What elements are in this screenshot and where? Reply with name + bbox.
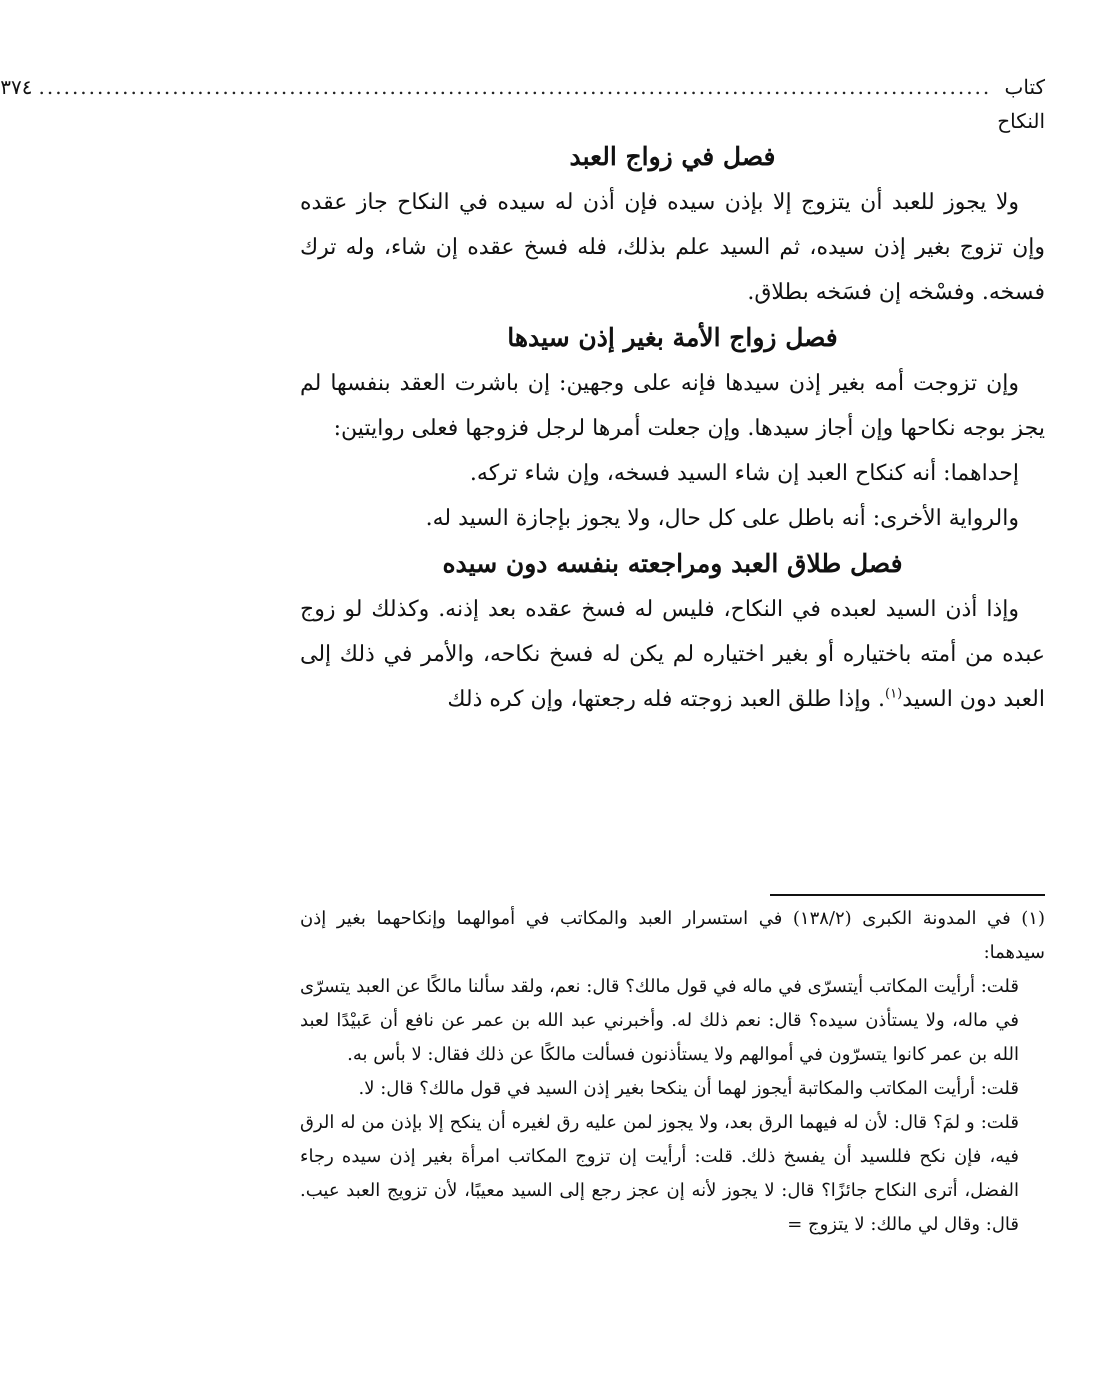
paragraph-text: وإذا أذن السيد لعبده في النكاح، فليس له فسخ عقده بعد إذنه. وكذلك لو زوج عبده من أمته باختياره أو بغير اختياره لم يكن له فسخ نكاحه، والأمر في ذلك إلى العبد دون السيد [300, 597, 1045, 712]
footnote-paragraph: قلت: و لمَ؟ قال: لأن له فيهما الرق بعد، ولا يجوز لمن عليه رق لغيره أن ينكح إلا بإذن من له الرق فيه، فإن نكح فللسيد أن يفسخ ذلك. قلت: أرأيت إن تزوج المكاتب امرأة بغير إذن سيده رجاء الفضل، أترى النكاح جائزًا؟ قال: لا يجوز لأنه إن عجز رجع إلى السيد معيبًا، لأن تزويج العبد عيب. قال: وقال لي مالك: لا يتزوج = [300, 1112, 1019, 1235]
leader-dots: .................................................................................................................. [38, 75, 992, 99]
book-title: كتاب النكاح [997, 75, 1045, 133]
paragraph-text: . وإذا طلق العبد زوجته فله رجعتها، وإن كره ذلك [447, 687, 886, 712]
footnote: (١) في المدونة الكبرى (١٣٨/٢) في استسرار العبد والمكاتب في أموالهما وإنكاحهما بغير إذن سيدهما: [300, 908, 1045, 963]
section-heading: فصل زواج الأمة بغير إذن سيدها [507, 323, 838, 352]
book-page [0, 70, 1045, 1242]
paragraph: إحداهما: أنه كنكاح العبد إن شاء السيد فسخه، وإن شاء تركه. [469, 461, 1019, 486]
section-heading: فصل في زواج العبد [569, 142, 776, 171]
main-text [300, 134, 1045, 874]
footnote-paragraph: قلت: أرأيت المكاتب والمكاتبة أيجوز لهما أن ينكحا بغير إذن السيد في قول مالك؟ قال: لا. [358, 1078, 1019, 1099]
footnote-paragraph: قلت: أرأيت المكاتب أيتسرّى في ماله في قول مالك؟ قال: نعم، ولقد سألنا مالكًا عن العبد يتسرّى في ماله، ولا يستأذن سيده؟ قال: نعم ذلك له. وأخبرني عبد الله بن عمر عن نافع أن عَبيْدًا لعبد الله بن عمر كانوا يتسرّون في أموالهم ولا يستأذنون فسألت مالكًا عن ذلك فقال: لا بأس به. [300, 976, 1019, 1065]
running-header [0, 70, 1045, 133]
footnotes [300, 902, 1045, 1242]
paragraph: والرواية الأخرى: أنه باطل على كل حال، ولا يجوز بإجازة السيد له. [425, 506, 1019, 531]
footnote-reference[interactable]: (١) [885, 686, 903, 702]
footnote-separator [770, 894, 1045, 896]
paragraph: وإن تزوجت أمه بغير إذن سيدها فإنه على وجهين: إن باشرت العقد بنفسها لم يجز بوجه نكاحها وإن أجاز سيدها. وإن جعلت أمرها لرجل فزوجها فعلى روايتين: [300, 371, 1045, 441]
section-heading: فصل طلاق العبد ومراجعته بنفسه دون سيده [442, 549, 903, 578]
paragraph: ولا يجوز للعبد أن يتزوج إلا بإذن سيده فإن أذن له سيده في النكاح جاز عقده وإن تزوج بغير إذن سيده، ثم السيد علم بذلك، فله فسخ عقده إن شاء، وله ترك فسخه. وفسْخه إن فسَخه بطلاق. [300, 190, 1045, 305]
page-number: ٣٧٤ [0, 75, 33, 99]
paragraph [300, 587, 1045, 722]
